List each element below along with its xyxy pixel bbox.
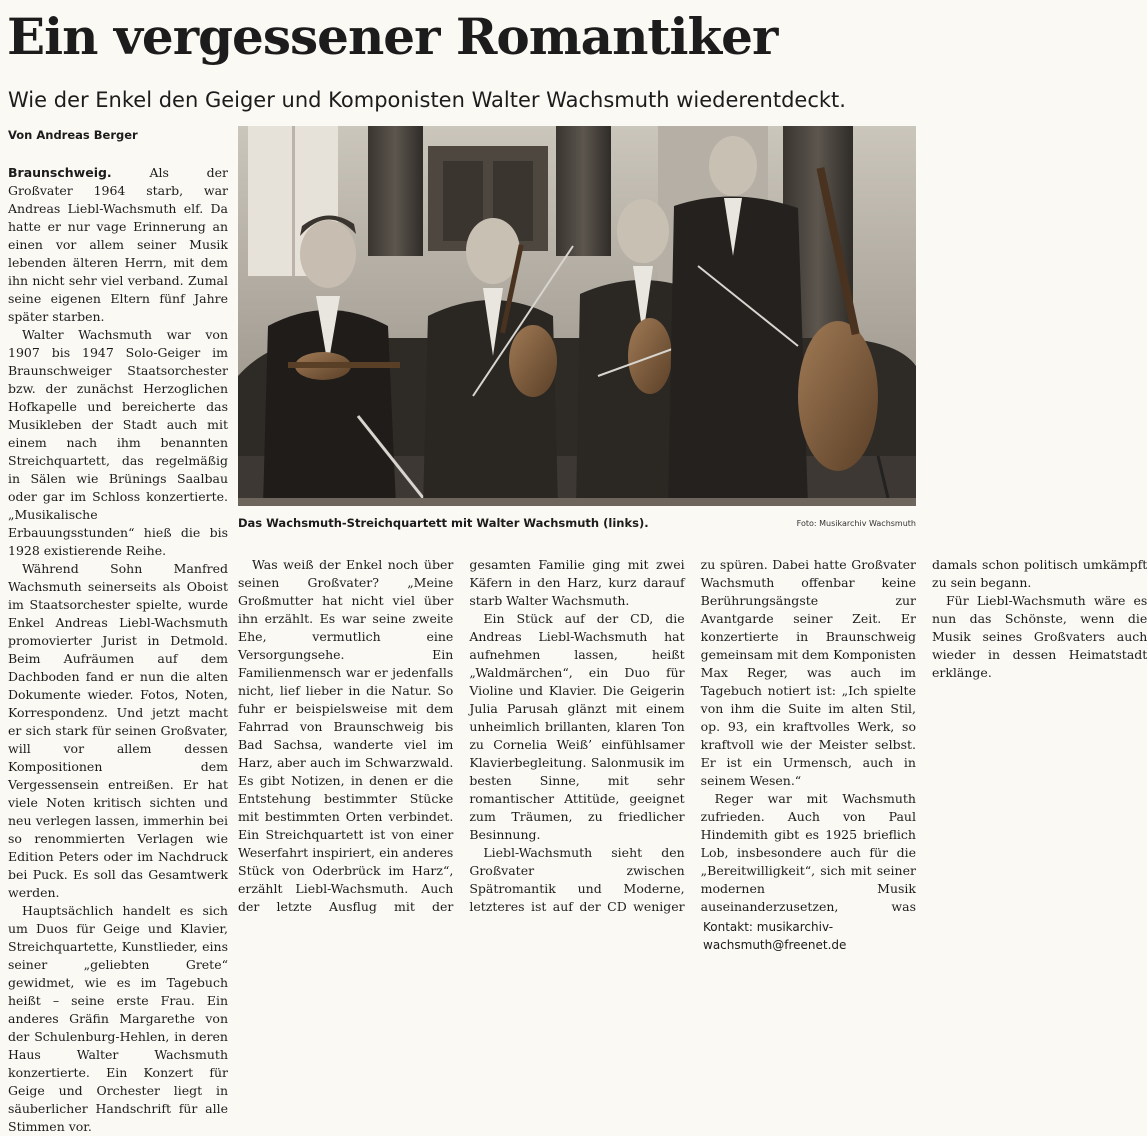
- article-columns-2-4: [238, 556, 1147, 916]
- quartet-photo: [238, 126, 916, 506]
- article-headline: Ein vergessener Romantiker: [7, 7, 778, 66]
- photo-caption: Das Wachsmuth-Streichquartett mit Walter Wachsmuth (links).: [238, 516, 649, 530]
- article-paragraph-6: Ein Stück auf der CD, die Andreas Liebl-Wachsmuth hat aufnehmen lassen, heißt „Waldmärchen“, ein Duo für Violine und Klavier. Die Geigerin Julia Parusah glänzt mit einem unheimlich brillanten, klaren Ton zu Cornelia Weiß’ einfühlsamer Klavierbegleitung. Salonmusik im besten Sinne, mit sehr romantischer Attitüde, geeignet zum Träumen, zu friedlicher Besinnung.: [469, 611, 685, 842]
- article-paragraph-4: Hauptsächlich handelt es sich um Duos für Geige und Klavier, Streichquartette, Kunstlieder, eins seiner „geliebten Grete“ gewidmet, wie es im Tagebuch heißt – seine erste Frau. Ein anderes Gräfin Margarethe von der Schulenburg-Hehlen, in deren Haus Walter Wachsmuth konzertierte. Ein Konzert für Geige und Orchester liegt in säuberlicher Handschrift für alle Stimmen vor.: [8, 903, 228, 1134]
- contact-info[interactable]: Kontakt: musikarchiv-wachsmuth@freenet.de: [703, 920, 847, 952]
- byline: Von Andreas Berger: [8, 128, 138, 142]
- article-paragraph-3: Während Sohn Manfred Wachsmuth seinerseits als Oboist im Staatsorchester spielte, wurde Enkel Andreas Liebl-Wachsmuth promovierter Jurist in Detmold. Beim Aufräumen auf dem Dachboden fand er nun die alten Dokumente wieder. Fotos, Noten, Korrespondenz. Und jetzt macht er sich stark für seinen Großvater, will vor allem dessen Kompositionen dem Vergessensein entreißen. Er hat viele Noten kritisch sichten und neu verlegen lassen, immerhin bei so renommierten Verlagen wie Edition Peters oder im Nachdruck bei Puck. Es soll das Gesamtwerk werden.: [8, 561, 228, 900]
- dateline: Braunschweig.: [8, 165, 112, 180]
- article-paragraph-8: Reger war mit Wachsmuth zufrieden. Auch von Paul Hindemith gibt es 1925 brieflich Lob, insbesondere auch für die „Bereitwilligkeit“, sich mit seiner modernen Musik auseinanderzusetzen, was damals schon politisch umkämpft zu sein begann.: [700, 557, 1147, 914]
- photo-credit: Foto: Musikarchiv Wachsmuth: [796, 519, 916, 528]
- article-subheadline: Wie der Enkel den Geiger und Komponisten Walter Wachsmuth wiederentdeckt.: [8, 88, 846, 112]
- article-paragraph-2: Walter Wachsmuth war von 1907 bis 1947 Solo-Geiger im Braunschweiger Staatsorchester bzw. der zunächst Herzoglichen Hofkapelle und bereicherte das Musikleben der Stadt auch mit einem nach ihm benannten Streichquartett, das regelmäßig in Sälen wie Brünings Saalbau oder gar im Schloss konzertierte. „Musikalische Erbauungsstunden“ hieß die bis 1928 existierende Reihe.: [8, 327, 228, 558]
- article-paragraph-5: Was weiß der Enkel noch über seinen Großvater? „Meine Großmutter hat nicht viel über ihn erzählt. Es war seine zweite Ehe, vermutlich eine Versorgungsehe. Ein Familienmensch war er jedenfalls nicht, lief lieber in die Natur. So fuhr er beispielsweise mit dem Fahrrad von Braunschweig bis Bad Sachsa, wanderte viel im Harz, aber auch im Schwarzwald. Es gibt Notizen, in denen er die Entstehung bestimmter Stücke mit bestimmten Orten verbindet. Ein Streichquartett ist von einer Weserfahrt inspiriert, ein anderes Stück von Oderbrück im Harz“, erzählt Liebl-Wachsmuth. Auch der letzte Ausflug mit der gesamten Familie ging mit zwei Käfern in den Harz, kurz darauf starb Walter Wachsmuth.: [238, 557, 685, 914]
- article-paragraph-7: Liebl-Wachsmuth sieht den Großvater zwischen Spätromantik und Moderne, letzteres ist auf der CD weniger zu spüren. Dabei hatte Großvater Wachsmuth offenbar keine Berührungsängste zur Avantgarde seiner Zeit. Er konzertierte in Braunschweig gemeinsam mit dem Komponisten Max Reger, was auch im Tagebuch notiert ist: „Ich spielte von ihm die Suite im alten Stil, op. 93, ein kraftvolles Werk, so kraftvoll wie der Meister selbst. Er ist ein Urmensch, auch in seinem Wesen.“: [469, 557, 916, 914]
- article-paragraph-1: Braunschweig. Als der Großvater 1964 starb, war Andreas Liebl-Wachsmuth elf. Da hatte er nur vage Erinnerung an einen vor allem seiner Musik lebenden älteren Herrn, mit dem ihn nicht sehr viel verband. Zumal seine eigenen Eltern fünf Jahre später starben.: [8, 165, 228, 324]
- article-column-1: [8, 164, 228, 1134]
- article-paragraph-9: Für Liebl-Wachsmuth wäre es nun das Schönste, wenn die Musik seines Großvaters auch wieder in dessen Heimatstadt erklänge.: [931, 593, 1147, 680]
